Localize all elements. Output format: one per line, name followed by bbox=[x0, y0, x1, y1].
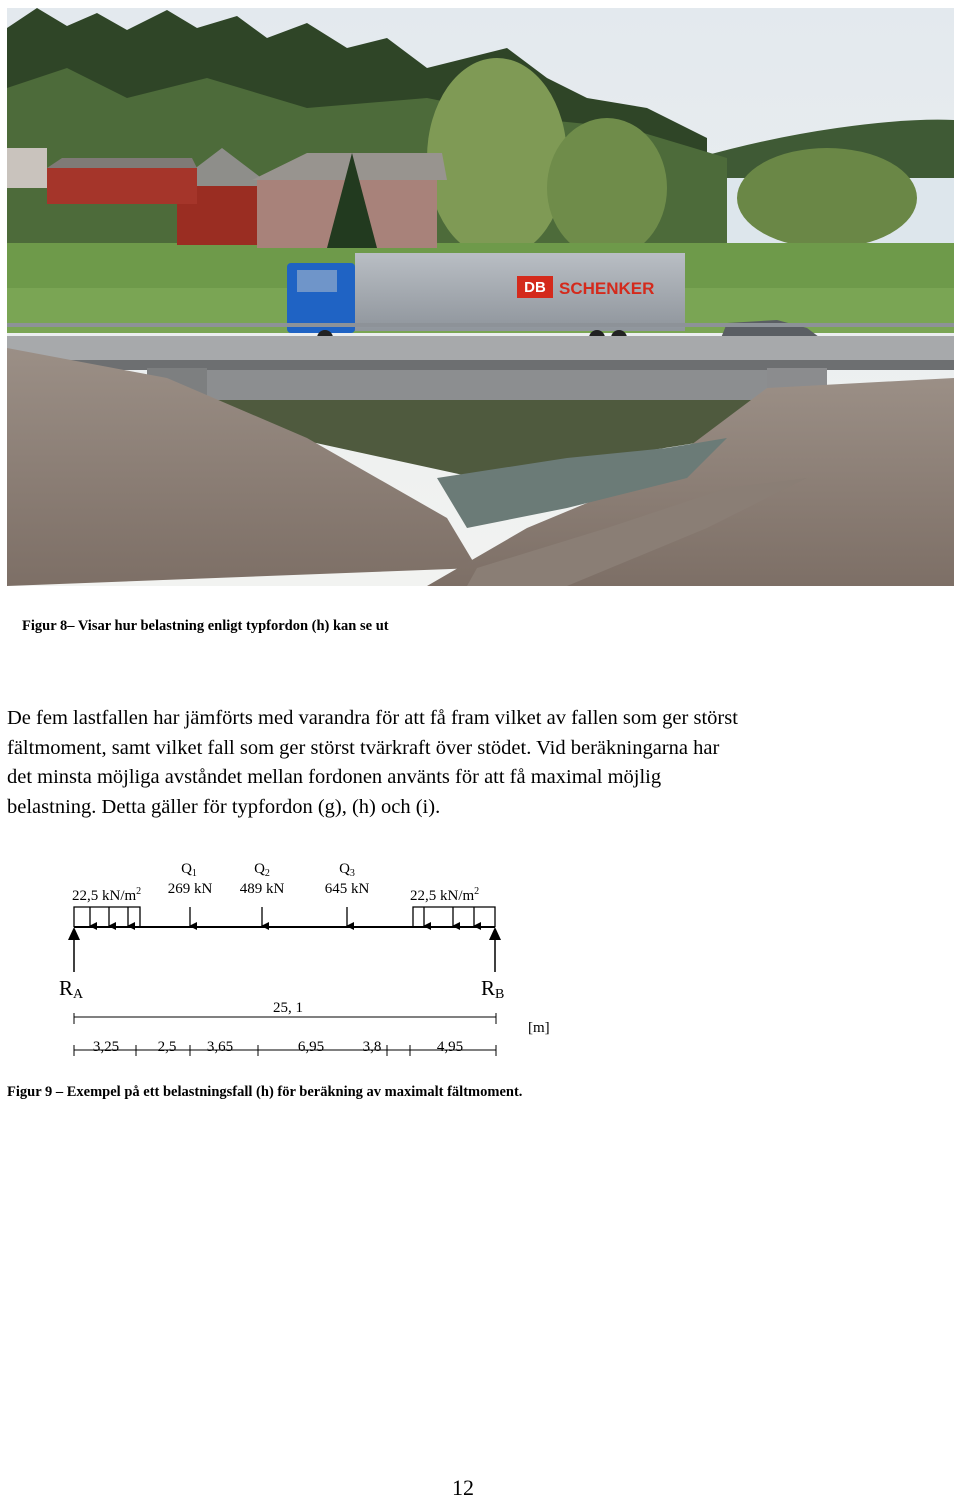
support-a-label: RA bbox=[59, 976, 84, 1002]
left-distributed-load bbox=[74, 907, 140, 927]
total-span-label: 25, 1 bbox=[273, 1000, 303, 1016]
q1-value: 269 kN bbox=[167, 881, 213, 897]
load-diagram bbox=[0, 850, 620, 1070]
support-a bbox=[68, 927, 80, 972]
segment-length: 3,8 bbox=[362, 1039, 382, 1055]
paragraph-line: det minsta möjliga avståndet mellan fordonen använts för att få maximal möjlig bbox=[7, 766, 662, 788]
unit-label: [m] bbox=[528, 1020, 550, 1036]
figure-9-caption: Figur 9 – Exempel på ett belastningsfall (h) för beräkning av maximalt fältmoment. bbox=[7, 1084, 523, 1100]
q3-label: $Q_3$ bbox=[339, 861, 355, 879]
left-distributed-load-label: 22,5 $kN/m^2$ bbox=[72, 886, 142, 904]
bridge-photo bbox=[7, 8, 954, 586]
q2-value: 489 kN bbox=[239, 881, 285, 897]
q3-value: 645 kN bbox=[324, 881, 370, 897]
photo-db-logo: DB bbox=[524, 279, 546, 296]
support-b-label: RB bbox=[481, 976, 505, 1002]
q1-label: $Q_1$ bbox=[181, 861, 197, 879]
body-paragraph bbox=[7, 704, 947, 822]
segment-length: 3,25 bbox=[92, 1039, 120, 1055]
support-b bbox=[489, 927, 501, 972]
page-number: 12 bbox=[452, 1475, 474, 1500]
right-distributed-load-label: 22,5 $kN/m^2$ bbox=[410, 886, 480, 904]
paragraph-line: belastning. Detta gäller för typfordon (g), (h) och (i). bbox=[7, 795, 441, 818]
photo-schenker-text: SCHENKER bbox=[559, 279, 655, 298]
paragraph-line: fältmoment, samt vilket fall som ger störst tvärkraft över stödet. Vid beräkningarna har bbox=[7, 736, 720, 759]
segment-length: 6,95 bbox=[297, 1039, 325, 1055]
segment-length: 3,65 bbox=[206, 1039, 234, 1055]
q2-label: $Q_2$ bbox=[254, 861, 270, 879]
paragraph-line: De fem lastfallen har jämförts med varandra för att få fram vilket av fallen som ger störst bbox=[7, 707, 738, 729]
right-distributed-load bbox=[413, 907, 495, 927]
segment-length: 4,95 bbox=[436, 1039, 464, 1055]
segment-length: 2,5 bbox=[157, 1039, 177, 1055]
figure-8-caption: Figur 8– Visar hur belastning enligt typfordon (h) kan se ut bbox=[22, 618, 389, 634]
